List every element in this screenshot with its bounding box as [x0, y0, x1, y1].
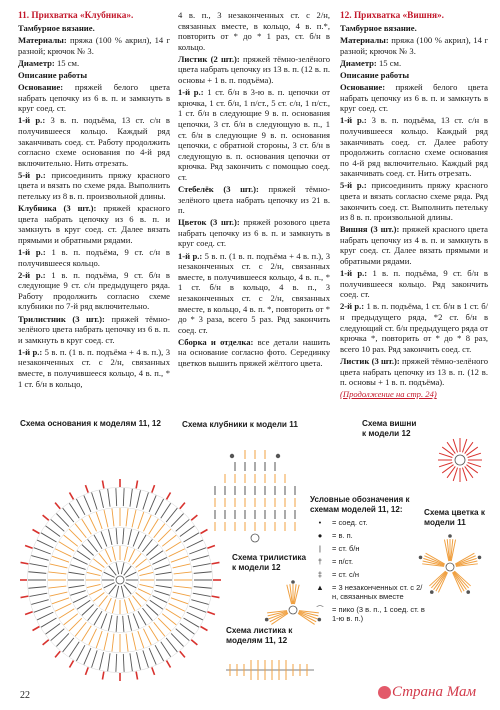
- legend-text: = в. п.: [332, 531, 353, 540]
- diameter-label: Диаметр:: [18, 57, 55, 68]
- leaf-scheme-diagram: [220, 655, 320, 685]
- flower-label: Цветок (3 шт.):: [178, 217, 240, 228]
- cherry-label: Вишня (3 шт.):: [340, 224, 400, 235]
- trefoil-cont-text: 4 в. п., 3 незаконченных ст. с 2/н, связанных вместе, в кольцо, 4 в. п.*, повторить от * до * 1 раз, ст. б/н в кольцо.: [178, 10, 330, 52]
- legend-item: [310, 557, 428, 566]
- materials-text: пряжа (100 % акрил), 14 г разной; крючок № 3.: [340, 35, 488, 56]
- description-heading: Описание работы: [340, 69, 410, 80]
- symbol-legend: [310, 495, 428, 623]
- legend-header: Условные обозначения к схемам моделей 11, 12:: [310, 495, 410, 514]
- legend-text: = ст. с/н: [332, 570, 359, 579]
- scheme-leaf-label: Схема листика к моделям 11, 12: [226, 626, 293, 645]
- base-text: пряжей белого цвета набрать цепочку из 6 в. п. и замкнуть в круг соед. ст.: [18, 82, 170, 114]
- materials-label: Материалы:: [18, 35, 67, 46]
- materials-text: пряжа (100 % акрил), 14 г разной; крючок № 3.: [18, 35, 170, 56]
- strawberry-row1-label: 1-й р.:: [18, 246, 46, 257]
- row5-text: присоединить пряжу красного цвета и вязать согласно схеме ряда. Ряд закончить соед. ст. Выполнить петельку из 8 в. п. произвольной длины.: [340, 180, 488, 223]
- strawberry-row1-text: 1 в. п. подъёма, 9 ст. с/н в получившееся кольцо.: [18, 246, 170, 268]
- legend-symbol: ▲: [316, 583, 324, 592]
- diameter-text: 15 см.: [56, 57, 80, 68]
- legend-symbol: †: [317, 557, 323, 566]
- title-model-11: 11. Прихватка «Клубника».: [18, 11, 134, 21]
- legend-item: [310, 605, 428, 623]
- diameter-text: 15 см.: [378, 57, 402, 68]
- row1-text: 3 в. п. подъёма, 13 ст. с/н в получившееся кольцо. Каждый ряд заканчивать соед. ст. Работу продолжить согласно схеме основания по 4-й ряд включительно. Нить отрезать.: [18, 115, 170, 168]
- strawberry-row2-text: 1 в. п. подъёма, 9 ст. б/н в следующие 9 ст. с/н предыдущего ряда. Работу продолжить согласно схеме клубники по 7-й ряд включительно.: [18, 269, 170, 312]
- row1-text: 3 в. п. подъёма, 13 ст. с/н в получившееся кольцо. Каждый ряд заканчивать соед. ст. Далее работу продолжить согласно схеме основания по 4-й ряд включительно. Каждый ряд заканчивать соед. ст. Нить отрезать.: [340, 115, 488, 179]
- row5-text: присоединить пряжу красного цвета и вязать по схеме ряда. Выполнить петельку из 8 в. п. произвольной длины.: [18, 169, 170, 201]
- heart-icon: [378, 686, 391, 699]
- trefoil-row1-text: 5 в. п. (1 в. п. подъёма + 4 в. п.), 3 незаконченных ст. с 2/н, связанных вместе, в получившееся кольцо, 4 в. п., * 1 ст. б/н в кольцо,: [18, 346, 170, 389]
- base-scheme-diagram: [20, 430, 230, 700]
- legend-symbol: ‡: [317, 570, 323, 579]
- column-model-11: [18, 10, 170, 391]
- leaf-text: пряжей тёмно-зелёного цвета набрать цепочку из 13 в. п. (12 в. п. основы + 1 в. п. подъёма).: [178, 53, 330, 86]
- column-model-11-cont: [178, 10, 330, 370]
- legend-item: [310, 583, 428, 601]
- base-scheme-stitches: [20, 479, 221, 681]
- legend-item: [310, 544, 428, 553]
- flower-row1-label: 1-й р.:: [178, 250, 203, 261]
- page-number: 22: [20, 690, 30, 701]
- strawberry-label: Клубника (3 шт.):: [18, 203, 97, 214]
- diameter-label: Диаметр:: [340, 57, 377, 68]
- scheme-strawberry-label: Схема клубники к модели 11: [182, 420, 298, 429]
- row1-label: 1-й р.:: [340, 115, 367, 126]
- scheme-trefoil-label: Схема трилистика к модели 12: [232, 553, 307, 572]
- cherry-row2-label: 2-й р.:: [340, 301, 365, 312]
- assembly-label: Сборка и отделка:: [178, 336, 254, 347]
- legend-text: = соед. ст.: [332, 518, 368, 527]
- materials-label: Материалы:: [340, 35, 389, 46]
- legend-text: = п/ст.: [332, 557, 354, 566]
- row5-label: 5-й р.:: [340, 180, 367, 191]
- cherry-row2-text: 1 в. п. подъёма, 1 ст. б/н в 1 ст. б/н предыдущего ряда, *2 ст. б/н в следующий ст. б/н предыдущего ряда от крючка *, повторить от * до * 8 раз, всего 10 раз. Ряд закончить соед. ст.: [340, 301, 488, 354]
- stem-label: Стебелёк (3 шт.):: [178, 184, 259, 194]
- assembly-text: все детали нашить на основание согласно фото. Серединку цветков вышить пряжей жёлтого цвета.: [178, 336, 330, 368]
- leaf-row1-text: 1 ст. б/н в 3-ю в. п. цепочки от крючка, 1 ст. б/н, 1 п/ст., 5 ст. с/н, 1 п/ст., 1 ст. б/н в следующие 9 в. п. основания цепочки, 3 ст. б/н в следующую в. п., 1 ст. б/н в следующие 9 в. п. основания цепочки, с обратной стороны, 3 ст. б/н в следующую в. п. основания цепочки от крючка. Ряд закончить с помощью соед. ст.: [178, 87, 330, 182]
- legend-item: [310, 531, 428, 540]
- technique: Тамбурное вязание.: [340, 23, 417, 34]
- legend-text: = пико (3 в. п., 1 соед. ст. в 1-ю в. п.): [332, 605, 425, 623]
- legend-text: = ст. б/н: [332, 544, 360, 553]
- leaf-row1-label: 1-й р.:: [178, 87, 204, 98]
- cherry-scheme-diagram: [430, 430, 490, 490]
- row1-label: 1-й р.:: [18, 115, 46, 126]
- flower-row1-text: 5 в. п. (1 в. п. подъёма + 4 в. п.), 3 незаконченных ст. с 2/н, связанных вместе, в получившееся кольцо, 4 в. п., * 1 ст. б/н в кольцо, 4 в. п., 3 незаконченных ст. с 2/н, связанных вместе, в кольцо, 4 в. п. *, повторить от * до * 3 раза, всего 5 раз. Ряд закончить соед. ст.: [178, 250, 330, 335]
- trefoil-text: пряжей тёмно-зелёного цвета набрать цепочку из 6 в. п. и замкнуть в круг соед. ст.: [18, 313, 170, 345]
- continuation-link[interactable]: (Продолжение на стр. 24): [340, 389, 437, 400]
- scheme-cherry-label: Схема вишни к модели 12: [362, 419, 417, 438]
- description-heading: Описание работы: [18, 69, 88, 80]
- cherry-leaf-text: пряжей тёмно-зелёного цвета набрать цепочку из 13 в. п. (12 в. п. основы + 1 в. п. подъёма).: [340, 355, 488, 388]
- watermark: Страна Мам: [392, 684, 477, 700]
- base-label: Основание:: [340, 82, 386, 93]
- scheme-flower-label: Схема цветка к модели 11: [424, 508, 485, 527]
- legend-symbol: •: [318, 518, 322, 527]
- legend-symbol: |: [319, 544, 321, 553]
- legend-text: = 3 незаконченных ст. с 2/н, связанных вместе: [332, 583, 423, 601]
- legend-symbol: ●: [317, 531, 323, 540]
- cherry-row1-text: 1 в. п. подъёма, 9 ст. б/н в получившееся кольцо. Ряд закончить соед. ст.: [340, 268, 488, 300]
- legend-item: [310, 570, 428, 579]
- flower-text: пряжей розового цвета набрать цепочку из 6 в. п. и замкнуть в круг соед. ст.: [178, 217, 331, 249]
- stem-text: пряжей тёмно-зелёного цвета набрать цепочку из 21 в. п.: [178, 184, 330, 216]
- technique: Тамбурное вязание.: [18, 23, 95, 34]
- cherry-leaf-label: Листик (3 шт.):: [340, 355, 400, 366]
- row5-label: 5-й р.:: [18, 169, 46, 180]
- legend-symbol: ⌒: [316, 605, 324, 614]
- title-model-12: 12. Прихватка «Вишня».: [340, 11, 444, 21]
- column-model-12: [340, 10, 488, 401]
- strawberry-text: пряжей красного цвета набрать цепочку из 6 в. п. и замкнуть в круг соед. ст. Далее вязать прямыми и обратными рядами.: [18, 203, 170, 245]
- strawberry-row2-label: 2-й р.:: [18, 269, 46, 280]
- legend-item: [310, 518, 428, 527]
- strawberry-scheme-diagram: [200, 436, 310, 546]
- leaf-label: Листик (2 шт.):: [178, 53, 240, 64]
- base-text: пряжей белого цвета набрать цепочку из 6 в. п. и замкнуть в круг соед. ст.: [340, 82, 488, 114]
- base-label: Основание:: [18, 82, 64, 93]
- trefoil-label: Трилистник (3 шт.):: [18, 313, 105, 324]
- scheme-base-label: Схема основания к моделям 11, 12: [20, 419, 161, 428]
- cherry-row1-label: 1-й р.:: [340, 268, 368, 279]
- trefoil-row1-label: 1-й р.:: [18, 346, 43, 357]
- cherry-text: пряжей красного цвета набрать цепочку из 4 в. п. и замкнуть в круг соед. ст. Далее вязать прямыми и обратными рядами.: [340, 224, 488, 267]
